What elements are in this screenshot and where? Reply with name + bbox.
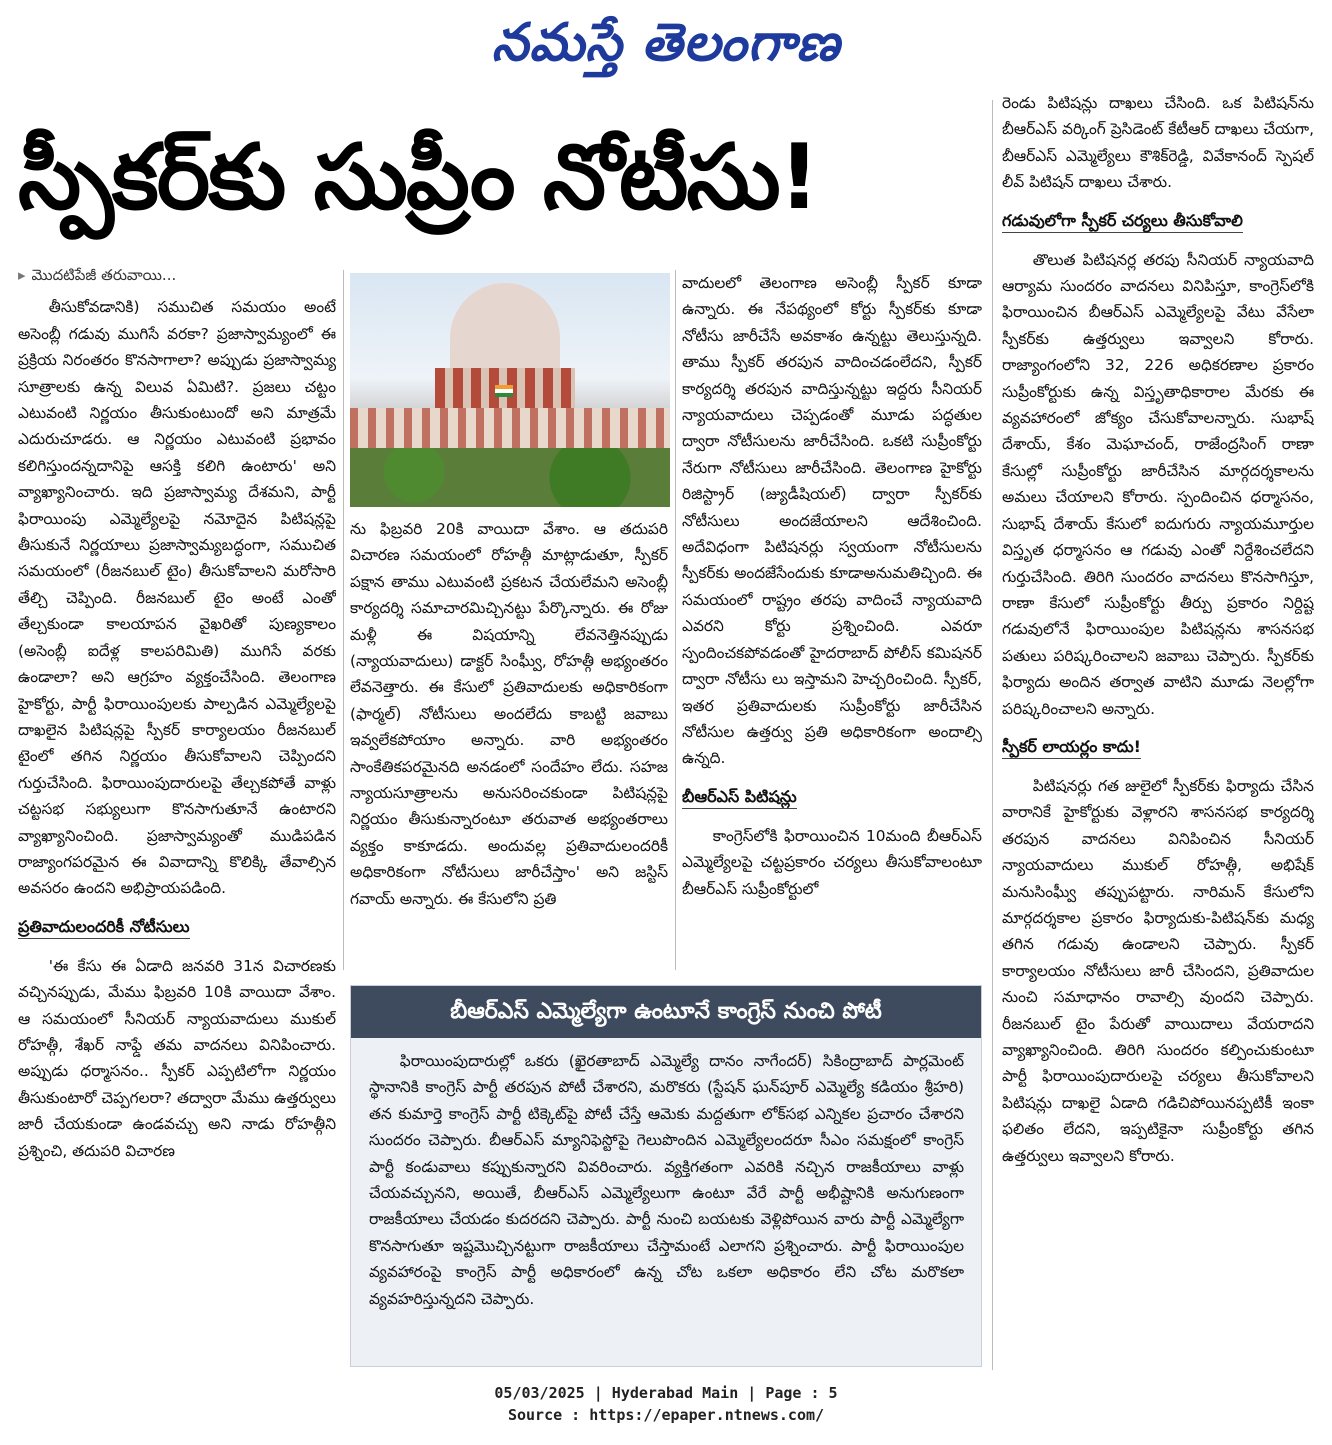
boxed-story-title: బీఆర్ఎస్ ఎమ్మెల్యేగా ఉంటూనే కాంగ్రెస్ నుంచి పోటీ	[351, 986, 981, 1038]
subheading: గడువులోగా స్పీకర్ చర్యలు తీసుకోవాలి	[1002, 210, 1243, 233]
column-divider	[992, 100, 993, 1370]
paragraph: తీసుకోవడానికి) సముచిత సమయం అంటే అసెంబ్లీ గడువు ముగిసే వరకా? ప్రజాస్వామ్యంలో ఈ ప్రక్రియ నిరంతరం కొనసాగాలా? అప్పుడు ప్రజాస్వామ్య సూత్రాలకు ఉన్న విలువ ఏమిటి?. ప్రజలు చట్టం ఎటువంటి నిర్ణయం తీసుకుంటుందో అని మాత్రమే ఎదురుచూడరు. ఆ నిర్ణయం ఎటువంటి ప్రభావం కలిగిస్తుందన్నదానిపై ఆసక్తి కలిగి ఉంటారు' అని వ్యాఖ్యానించారు. ఇది ప్రజాస్వామ్య దేశమని, పార్టీ ఫిరాయింపు ఎమ్మెల్యేలపై నమోదైన పిటిషన్లపై తీసుకునే నిర్ణయాలు ప్రజాస్వామ్యబద్ధంగా, సముచిత సమయంలో (రీజనబుల్ టైం) తీసుకోవాలని మరోసారి తేల్చి చెప్పింది. రీజనబుల్ టైం అంటే ఎంతో తేల్చకుండా కాలయాపన వైఖరితో పుణ్యకాలం (అసెంబ్లీ ఐదేళ్ల కాలపరిమితి) ముగిసే వరకు ఉండాలా? అని ఆగ్రహం వ్యక్తంచేసింది. తెలంగాణ హైకోర్టు, పార్టీ ఫిరాయింపులకు పాల్పడిన ఎమ్మెల్యేలపై దాఖలైన పిటిషన్లపై స్పీకర్ కార్యాలయం రీజనబుల్ టైంలో తగిన నిర్ణయం తీసుకోవాలని చెప్పిందని గుర్తుచేసింది. ఫిరాయింపుదారులపై తేల్చకపోతే వాళ్లు చట్టసభ సభ్యులుగా కొనసాగుతూనే ఉంటారని వ్యాఖ్యానించింది. ప్రజాస్వామ్యంతో ముడిపడిన రాజ్యాంగపరమైన ఈ వివాదాన్ని కొలిక్కి తేవాల్సిన అవసరం ఉందని అభిప్రాయపడింది.	[18, 298, 336, 898]
subheading: స్పీకర్ లాయర్లం కాదు!	[1002, 736, 1141, 759]
chevron-right-icon: ▸	[18, 266, 26, 284]
photo-trees	[350, 448, 670, 507]
paragraph: వాదులలో తెలంగాణ అసెంబ్లీ స్పీకర్ కూడా ఉన్నారు. ఈ నేపథ్యంలో కోర్టు స్పీకర్‌కు కూడా నోటీసు జారీచేసే అవకాశం ఉన్నట్టు తెలుస్తున్నది. తాము స్పీకర్ తరపున వాదించడంలేదని, స్పీకర్ కార్యదర్శి తరపున వాదిస్తున్నట్టు ఇద్దరు సీనియర్ న్యాయవాదులు చెప్పడంతో మూడు పద్ధతుల ద్వారా నోటీసులను జారీచేసింది. ఒకటి సుప్రీంకోర్టు నేరుగా నోటీసులు జారీచేసింది. తెలంగాణ హైకోర్టు రిజిస్ట్రార్ (జ్యుడీషియల్) ద్వారా స్పీకర్‌కు నోటీసులు అందజేయాలని ఆదేశించింది. అదేవిధంగా పిటిషనర్లు స్వయంగా నోటీసులను స్పీకర్‌కు అందజేసేందుకు కూడాఅనుమతిచ్చింది. ఈ సమయంలో రాష్ట్రం తరపు వాదించే న్యాయవాది ఎవరని కోర్టు ప్రశ్నించింది. ఎవరూ స్పందించకపోవడంతో హైదరాబాద్ పోలీస్ కమిషనర్ ద్వారా నోటీసు లు ఇస్తామని హెచ్చరించింది. స్పీకర్, ఇతర ప్రతివాదులకు సుప్రీంకోర్టు జారీచేసిన నోటీసుల ఉత్తర్వు ప్రతి అధికారికంగా అందాల్సి ఉన్నది.	[682, 274, 982, 768]
boxed-story	[350, 985, 982, 1367]
article-column-3	[682, 270, 982, 974]
continued-marker	[18, 262, 336, 288]
continued-label: మొదటిపేజీ తరువాయి...	[31, 266, 177, 284]
headline: స్పీకర్‌కు సుప్రీం నోటీసు!	[18, 125, 818, 230]
paragraph: 'ఈ కేసు ఈ ఏడాది జనవరి 31న విచారణకు వచ్చినప్పుడు, మేము ఫిబ్రవరి 10కి వాయిదా వేశాం. ఆ సమయంలో సీనియర్ న్యాయవాదులు ముకుల్ రోహత్గీ, శేఖర్ నాఫ్డే తమ వాదనలు వినిపించారు. అప్పుడు ధర్మాసనం.. స్పీకర్ ఎప్పటిలోగా నిర్ణయం తీసుకుంటారో చెప్పగలరా? తద్వారా మేము ఉత్తర్వులు జారీ చేయకుండా ఉండవచ్చు అని నాడు రోహత్గీని ప్రశ్నించి, తదుపరి విచారణ	[18, 956, 336, 1160]
subheading: ప్రతివాదులందరికీ నోటీసులు	[18, 916, 190, 939]
paragraph: ను ఫిబ్రవరి 20కి వాయిదా వేశాం. ఆ తదుపరి విచారణ సమయంలో రోహత్గీ మాట్లాడుతూ, స్పీకర్ పక్షాన తాము ఎటువంటి ప్రకటన చేయలేమని అసెంబ్లీ కార్యదర్శి సమాచారమిచ్చినట్టు పేర్కొన్నారు. ఈ రోజు మళ్లీ ఈ విషయాన్ని లేవనెత్తినప్పుడు (న్యాయవాదులు) డాక్టర్ సింఘ్వీ, రోహత్గీ అభ్యంతరం లేవనెత్తారు. ఈ కేసులో ప్రతివాదులకు అధికారికంగా (ఫార్మల్) నోటీసులు అందలేదు కాబట్టి జవాబు ఇవ్వలేకపోయాం అన్నారు. వారి అభ్యంతరం సాంకేతికపరమైనది అనడంలో సందేహం లేదు. సహజ న్యాయసూత్రాలను అనుసరించకుండా పిటిషన్లపై నిర్ణయం తీసుకున్నారంటూ తరువాత అభ్యంతరాలు వ్యక్తం కాకూడదు. అందువల్ల ప్రతివాదులందరికీ అధికారికంగా నోటీసులు జారీచేస్తాం' అని జస్టిస్ గవాయ్ అన్నారు. ఈ కేసులోని ప్రతి	[350, 520, 668, 908]
paragraph: రెండు పిటిషన్లు దాఖలు చేసింది. ఒక పిటిషన్‌ను బీఆర్ఎస్ వర్కింగ్ ప్రెసిడెంట్ కేటీఆర్ దాఖలు చేయగా, బీఆర్ఎస్ ఎమ్మెల్యేలు కౌశిక్‌రెడ్డి, వివేకానంద్ స్పెషల్ లీవ్ పిటిషన్ దాఖలు చేశారు.	[1002, 94, 1314, 192]
masthead-logo: నమస్తే తెలంగాణ	[491, 12, 841, 73]
paragraph: పిటిషనర్లు గత జులైలో స్పీకర్‌కు ఫిర్యాదు చేసిన వారానికే హైకోర్టుకు వెళ్లారని శాసనసభ కార్యదర్శి తరపున వాదనలు వినిపించిన సీనియర్ న్యాయవాదులు ముకుల్ రోహత్గీ, అభిషేక్ మనుసింఘ్వీ తప్పుపట్టారు. నారిమన్ కేసులోని మార్గదర్శకాల ప్రకారం ఫిర్యాదుకు-పిటిషన్‌కు మధ్య తగిన గడువు ఉండాలని చెప్పారు. స్పీకర్ కార్యాలయం నోటీసులు జారీ చేసిందని, ప్రతివాదుల నుంచి సమాధానం రావాల్సి వుందని చెప్పారు. రీజనబుల్ టైం పేరుతో వాయిదాలు వేయరాదని వ్యాఖ్యానించింది. తిరిగి సుందరం కల్పించుకుంటూ పార్టీ ఫిరాయింపుదారులపై చర్యలు తీసుకోవాలని పిటిషన్లు దాఖలై ఏడాది గడిచిపోయినప్పటికీ ఇంకా ఫలితం లేదని, ఇప్పటికైనా సుప్రీంకోర్టు తగిన ఉత్తర్వులు ఇవ్వాలని కోరారు.	[1002, 776, 1314, 1165]
boxed-story-body	[369, 1048, 964, 1358]
footer-date-edition: 05/03/2025 | Hyderabad Main | Page : 5	[494, 1384, 838, 1402]
flag-icon	[495, 385, 513, 397]
article-column-1	[18, 262, 336, 1372]
article-column-2	[350, 516, 668, 974]
paragraph: కాంగ్రెస్‌లోకి ఫిరాయించిన 10మంది బీఆర్ఎస్ ఎమ్మెల్యేలపై చట్టప్రకారం చర్యలు తీసుకోవాలంటూ బీఆర్ఎస్ సుప్రీంకోర్టులో	[682, 826, 982, 898]
photo-dome	[450, 283, 560, 373]
paragraph: తొలుత పిటిషనర్ల తరపు సీనియర్ న్యాయవాది ఆర్యామ సుందరం వాదనలు వినిపిస్తూ, కాంగ్రెస్‌లోకి ఫిరాయించిన బీఆర్ఎస్ ఎమ్మెల్యేలపై వేటు వేసేలా స్పీకర్‌కు ఉత్తర్వులు ఇవ్వాలని కోరారు. రాజ్యాంగంలోని 32, 226 అధికరణాల ప్రకారం సుప్రీంకోర్టుకు ఉన్న విస్తృతాధికారాల మేరకు ఈ వ్యవహారంలో జోక్యం చేసుకోవాలన్నారు. సుభాష్ దేశాయ్, కేశం మెఘాచంద్, రాజేంద్రసింగ్ రాణా కేసుల్లో సుప్రీంకోర్టు జారీచేసిన మార్గదర్శకాలను అమలు చేయాలని కోరారు. స్పందించిన ధర్మాసనం, సుభాష్ దేశాయ్ కేసులో ఐదుగురు న్యాయమూర్తుల విస్తృత ధర్మాసనం ఆ గడువు ఎంతో నిర్దేశించలేదని గుర్తుచేసింది. తిరిగి సుందరం వాదనలు కొనసాగిస్తూ, రాణా కేసులో సుప్రీంకోర్టు తీర్పు ప్రకారం నిర్దిష్ట గడువులోనే ఫిరాయింపుల పిటిషన్లను శాసనసభ పతులు పరిష్కరించాలని జవాబు చెప్పారు. స్పీకర్‌కు ఫిర్యాదు అందిన తర్వాత వాటిని మూడు నెలల్లోగా పరిష్కరించాలని అన్నారు.	[1002, 250, 1314, 718]
column-divider	[343, 270, 344, 970]
article-column-4	[1002, 90, 1314, 1372]
page-footer	[0, 1382, 1332, 1426]
column-divider	[675, 270, 676, 970]
subheading: బీఆర్ఎస్ పిటిషన్లు	[682, 786, 797, 809]
supreme-court-photo	[350, 273, 670, 507]
paragraph: ఫిరాయింపుదారుల్లో ఒకరు (ఖైరతాబాద్ ఎమ్మెల్యే దానం నాగేందర్) సికింద్రాబాద్ పార్లమెంట్ స్థానానికి కాంగ్రెస్ పార్టీ తరపున పోటీ చేశారని, మరొకరు (స్టేషన్ ఘన్‌పూర్ ఎమ్మెల్యే కడియం శ్రీహరి) తన కుమార్తె కాంగ్రెస్ పార్టీ టిక్కెట్‌పై పోటీ చేస్తే ఆమెకు మద్దతుగా లోక్‌సభ ఎన్నికల ప్రచారం చేశారని సుందరం చెప్పారు. బీఆర్ఎస్ మ్యానిఫెస్టోపై గెలుపొందిన ఎమ్మెల్యేలందరూ సీఎం సమక్షంలో కాంగ్రెస్ పార్టీ కండువాలు కప్పుకున్నారని వివరించారు. వ్యక్తిగతంగా ఎవరికి నచ్చిన రాజకీయాలు వాళ్లు చేయవచ్చునని, అయితే, బీఆర్ఎస్ ఎమ్మెల్యేలుగా ఉంటూ వేరే పార్టీ అభీష్టానికి అనుగుణంగా రాజకీయాలు చేయడం కుదరదని చెప్పారు. పార్టీ నుంచి బయటకు వెళ్లిపోయిన వారు పార్టీ ఎమ్మెల్యేగా కొనసాగుతూ ఇష్టమొచ్చినట్టుగా రాజకీయాలు చేస్తామంటే ఎలాగని ప్రశ్నించారు. పార్టీ ఫిరాయింపుల వ్యవహారంపై కాంగ్రెస్ పార్టీ అధికారంలో ఉన్న చోట ఒకలా అధికారం లేని చోట మరొకలా వ్యవహరిస్తున్నదని చెప్పారు.	[369, 1052, 964, 1308]
footer-source: Source : https://epaper.ntnews.com/	[507, 1406, 825, 1424]
